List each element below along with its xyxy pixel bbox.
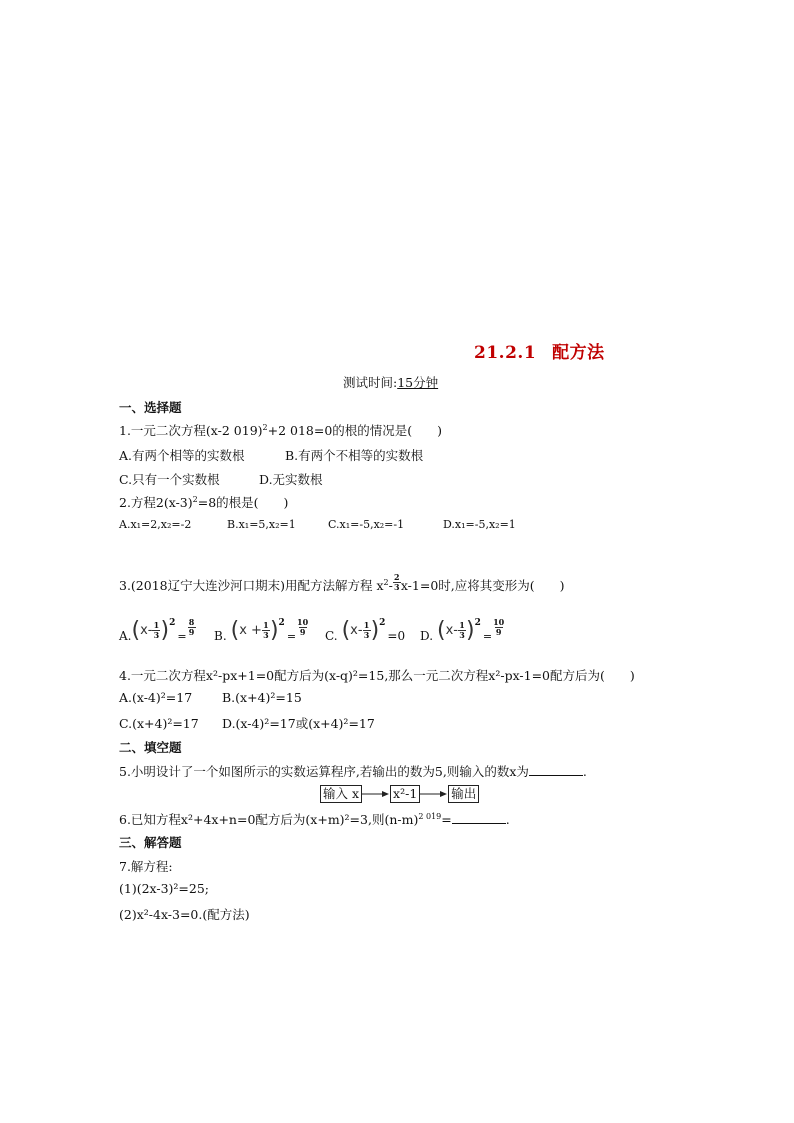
q3-option-c-inner: x- xyxy=(350,623,363,638)
q3-option-c-frac xyxy=(363,621,371,640)
paren-left: ( xyxy=(131,618,141,643)
paren-right: ) xyxy=(370,618,380,643)
q3-option-d-label: D. xyxy=(420,629,434,643)
paren-left: ( xyxy=(437,618,446,643)
q4-options-row2 xyxy=(119,714,375,732)
arrow-right-icon xyxy=(362,789,390,799)
rhs-num: 10 xyxy=(297,617,309,627)
section-solve: 三、解答题 xyxy=(119,835,182,850)
q2-stem-a: 2.方程2(x-3) xyxy=(119,495,193,510)
q3-option-b-inner: x + xyxy=(239,623,262,638)
q3-frac-den: 3 xyxy=(394,582,400,592)
test-time-value: 15分钟 xyxy=(397,375,439,390)
q1-options-row2 xyxy=(119,470,323,488)
title-name: 配方法 xyxy=(552,343,605,363)
rhs-den: 9 xyxy=(299,627,306,637)
q5-answer-blank[interactable] xyxy=(529,763,583,776)
square-sup: 2 xyxy=(278,618,285,628)
q6-stem-text: 6.已知方程x²+4x+n=0配方后为(x+m)²=3,则(n-m) xyxy=(119,812,419,827)
q4-stem: 4.一元二次方程x²-px+1=0配方后为(x-q)²=15,那么一元二次方程x²-px-1=0配方后为( ) xyxy=(119,668,635,683)
paren-right: ) xyxy=(269,618,279,643)
page-title xyxy=(474,338,605,363)
q3-stem-a: 3.(2018辽宁大连沙河口期末)用配方法解方程 x xyxy=(119,578,384,593)
frac-den: 3 xyxy=(153,630,160,640)
section-choice: 一、选择题 xyxy=(119,400,182,415)
q3-option-c-label: C. xyxy=(325,629,338,643)
q3-option-b[interactable] xyxy=(214,618,308,643)
q6-equals: = xyxy=(441,812,452,827)
square-sup: 2 xyxy=(379,618,386,628)
q3-option-b-frac xyxy=(262,621,270,640)
flow-process-box xyxy=(390,785,420,803)
q2-stem xyxy=(119,493,288,511)
q3-sup: 2 xyxy=(383,578,389,587)
q4-option-a[interactable]: A.(x-4)²=17 xyxy=(119,690,193,705)
q7-part1: (1)(2x-3)²=25; xyxy=(119,881,210,896)
q1-stem xyxy=(119,421,442,439)
q1-option-a[interactable]: A.有两个相等的实数根 xyxy=(119,448,245,463)
rhs-num: 8 xyxy=(188,617,195,627)
arrow-right-icon xyxy=(420,789,448,799)
q3-option-a-label: A. xyxy=(119,629,132,643)
q2-options xyxy=(119,518,516,531)
section-fill: 二、填空题 xyxy=(119,740,182,755)
q3-option-a[interactable] xyxy=(119,618,196,643)
q6-stem xyxy=(119,810,510,828)
q1-stem-a: 1.一元二次方程(x-2 019) xyxy=(119,423,263,438)
frac-num: 1 xyxy=(363,620,370,630)
q3-option-b-rhs xyxy=(297,618,308,637)
q3-option-d-frac xyxy=(458,621,466,640)
q5-stem-text: 5.小明设计了一个如图所示的实数运算程序,若输出的数为5,则输入的数x为 xyxy=(119,764,529,779)
q2-option-c[interactable]: C.x₁=-5,x₂=-1 xyxy=(328,518,405,531)
equals: = xyxy=(286,630,297,643)
paren-right: ) xyxy=(160,618,170,643)
q6-answer-blank[interactable] xyxy=(452,811,506,824)
rhs-den: 9 xyxy=(495,627,502,637)
q3-frac-num: 2 xyxy=(394,572,400,582)
frac-den: 3 xyxy=(263,630,269,640)
q1-option-c[interactable]: C.只有一个实数根 xyxy=(119,472,220,487)
rhs-den: 9 xyxy=(188,627,195,637)
q3-stem-c: x-1=0时,应将其变形为( ) xyxy=(400,578,565,593)
q4-option-c[interactable]: C.(x+4)²=17 xyxy=(119,716,199,731)
frac-num: 1 xyxy=(153,620,160,630)
q3-option-a-frac xyxy=(152,621,160,640)
q3-option-a-inner: x- xyxy=(140,623,153,638)
frac-num: 1 xyxy=(459,620,465,630)
square-sup: 2 xyxy=(474,618,481,628)
q4-options-row1 xyxy=(119,690,302,705)
q4-option-b[interactable]: B.(x+4)²=15 xyxy=(222,690,302,705)
q6-end: . xyxy=(505,812,510,827)
equals: = xyxy=(482,630,493,643)
paren-right: ) xyxy=(466,618,475,643)
test-time-label: 测试时间: xyxy=(343,375,398,390)
q7-stem: 7.解方程: xyxy=(119,859,173,874)
q3-option-d-rhs xyxy=(493,618,504,637)
q2-option-a[interactable]: A.x₁=2,x₂=-2 xyxy=(119,518,192,531)
q5-end: . xyxy=(582,764,587,779)
paren-left: ( xyxy=(230,618,240,643)
q5-flowchart xyxy=(320,785,479,803)
q1-sup: 2 xyxy=(262,423,268,432)
q5-stem xyxy=(119,762,587,780)
q3-option-d[interactable] xyxy=(420,618,504,643)
q3-option-d-inner: x- xyxy=(445,623,458,638)
q1-stem-b: +2 018=0的根的情况是( ) xyxy=(267,423,443,438)
rhs-num: 10 xyxy=(493,617,505,627)
flow-output-box: 输出 xyxy=(448,785,479,803)
q2-sup: 2 xyxy=(192,495,198,504)
q2-option-b[interactable]: B.x₁=5,x₂=1 xyxy=(227,518,296,531)
test-time xyxy=(343,373,438,391)
frac-den: 3 xyxy=(363,630,370,640)
q3-stem xyxy=(119,573,565,594)
q7-part2: (2)x²-4x-3=0.(配方法) xyxy=(119,907,250,922)
flow-input-box: 输入 x xyxy=(320,785,362,803)
flow-process-label: x²-1 xyxy=(393,786,418,801)
square-sup: 2 xyxy=(169,618,176,628)
q1-option-b[interactable]: B.有两个不相等的实数根 xyxy=(285,448,424,463)
q1-options-row1 xyxy=(119,446,423,464)
frac-num: 1 xyxy=(263,620,269,630)
q2-option-d[interactable]: D.x₁=-5,x₂=1 xyxy=(443,518,516,531)
q1-option-d[interactable]: D.无实数根 xyxy=(259,472,323,487)
q3-stem-fraction xyxy=(393,573,401,592)
title-number: 21.2.1 xyxy=(474,343,537,363)
frac-den: 3 xyxy=(459,630,465,640)
paren-left: ( xyxy=(341,618,351,643)
q2-stem-b: =8的根是( ) xyxy=(197,495,289,510)
q3-option-c[interactable] xyxy=(325,618,405,643)
q6-sup: 2 019 xyxy=(418,812,442,821)
q3-option-a-rhs xyxy=(188,618,196,637)
q4-option-d[interactable]: D.(x-4)²=17或(x+4)²=17 xyxy=(222,716,375,731)
equals: = xyxy=(177,630,187,643)
q3-stem-b: - xyxy=(388,578,393,593)
equals-zero: =0 xyxy=(387,629,406,643)
q3-option-b-label: B. xyxy=(214,629,227,643)
